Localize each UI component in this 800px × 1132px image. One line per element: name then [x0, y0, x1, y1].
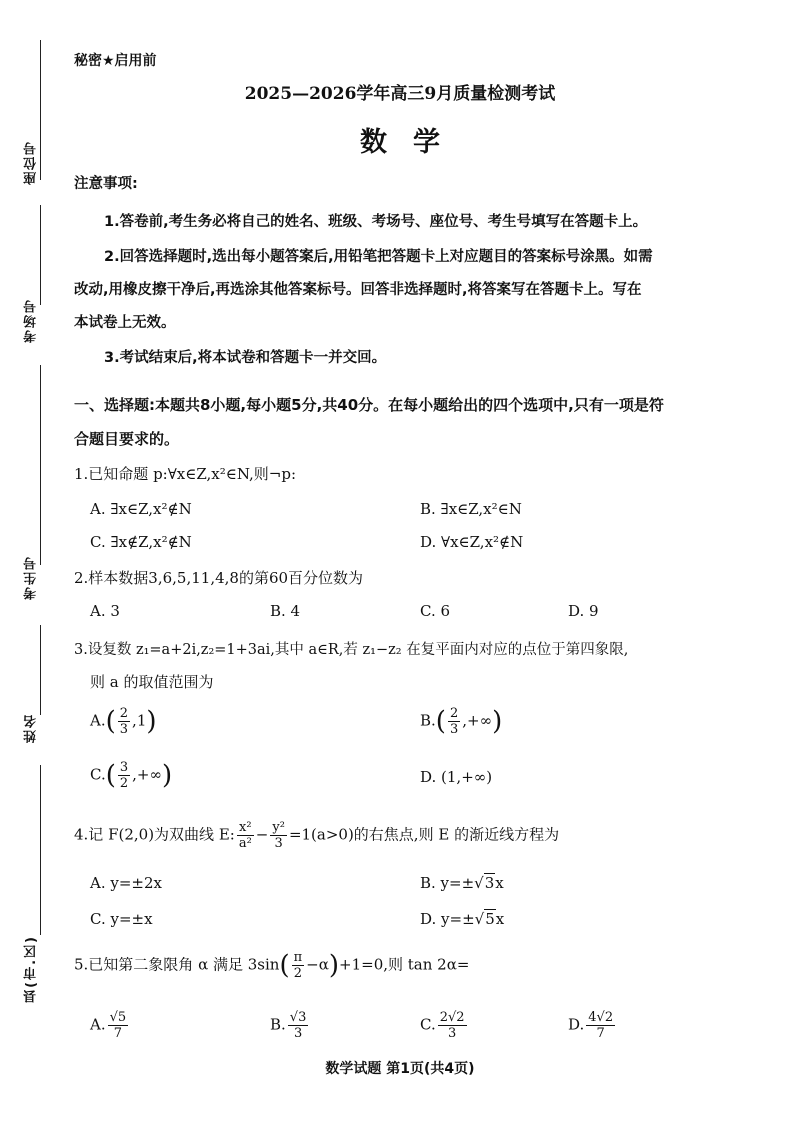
note-2-line-2: 改动,用橡皮擦干净后,再选涂其他答案标号。回答非选择题时,将答案写在答题卡上。写在: [74, 282, 642, 298]
q2-option-c: C. 6: [420, 602, 451, 620]
q3-option-b: B.( $\frac{2}{3}$ ,+∞): [420, 706, 503, 737]
q1-option-a: A. ∃x∈Z,x²∉N: [90, 500, 192, 518]
exam-title: 2025—2026学年高三9月质量检测考试: [244, 84, 556, 104]
q3-option-d: D. (1,+∞): [420, 768, 493, 786]
note-1: 1.答卷前,考生务必将自己的姓名、班级、考场号、座位号、考生号填写在答题卡上。: [104, 214, 648, 230]
q3-stem-line-1: 3.设复数 z₁=a+2i,z₂=1+3ai,其中 a∈R,若 z₁−z₂ 在复平面内对应的点位于第四象限,: [74, 642, 629, 658]
q4-option-b: B. y=±√3x: [420, 874, 504, 892]
q5-option-b: B. $\frac{√3}{3}$: [270, 1010, 307, 1041]
q2-option-b: B. 4: [270, 602, 301, 620]
section-1-line-2: 合题目要求的。: [74, 430, 180, 448]
q2-option-d: D. 9: [568, 602, 599, 620]
q1-option-d: D. ∀x∈Z,x²∉N: [420, 533, 524, 551]
margin-label-seat: 座位号: [24, 140, 39, 185]
notes-heading: 注意事项:: [74, 176, 138, 192]
note-2-line-3: 本试卷上无效。: [74, 315, 176, 331]
q3-option-c: C.( $\frac{3}{2}$ ,+∞): [90, 760, 173, 791]
q4-option-c: C. y=±x: [90, 910, 153, 928]
margin-line: [40, 365, 41, 565]
note-3: 3.考试结束后,将本试卷和答题卡一并交回。: [104, 350, 387, 366]
margin-line: [40, 765, 41, 935]
q2-stem: 2.样本数据3,6,5,11,4,8的第60百分位数为: [74, 569, 364, 587]
margin-label-room: 考场号: [24, 298, 39, 343]
q2-option-a: A. 3: [90, 602, 120, 620]
margin-label-examinee: 考生号: [24, 555, 39, 600]
margin-line: [40, 205, 41, 305]
q5-option-d: D. $\frac{4√2}{7}$: [568, 1010, 614, 1041]
page-footer: 数学试题 第1页(共4页): [325, 1061, 475, 1077]
q3-stem-line-2: 则 a 的取值范围为: [90, 673, 214, 691]
section-1-line-1: 一、选择题:本题共8小题,每小题5分,共40分。在每小题给出的四个选项中,只有一项是符: [74, 396, 664, 414]
q4-option-a: A. y=±2x: [90, 874, 162, 892]
margin-line: [40, 625, 41, 715]
margin-label-county: 县(市.区): [24, 935, 39, 1003]
note-2-line-1: 2.回答选择题时,选出每小题答案后,用铅笔把答题卡上对应题目的答案标号涂黑。如需: [104, 249, 653, 265]
q5-option-a: A. $\frac{√5}{7}$: [90, 1010, 127, 1041]
subject-title: 数学: [360, 127, 466, 158]
q4-stem: 4.记 F(2,0)为双曲线 E: $\frac{\text{x²}}{\text{a²}}$ − $\frac{\text{y²}}{3}$ =1(a>0)的右焦点,则 E 的渐近线方程为: [74, 820, 560, 851]
q4-option-d: D. y=±√5x: [420, 910, 505, 928]
q1-option-b: B. ∃x∈Z,x²∈N: [420, 500, 522, 518]
q1-stem: 1.已知命题 p:∀x∈Z,x²∈N,则¬p:: [74, 465, 297, 483]
q5-option-c: C. $\frac{2√2}{3}$: [420, 1010, 465, 1041]
q3-option-a: A.( $\frac{2}{3}$ ,1): [90, 706, 157, 737]
q5-stem: 5.已知第二象限角 α 满足 3sin( $\frac{\pi}{2}$ −α)+1=0,则 tan 2α=: [74, 950, 470, 981]
margin-label-name: 姓名: [24, 713, 39, 743]
secret-label: 秘密★启用前: [74, 53, 157, 69]
q1-option-c: C. ∃x∉Z,x²∉N: [90, 533, 192, 551]
